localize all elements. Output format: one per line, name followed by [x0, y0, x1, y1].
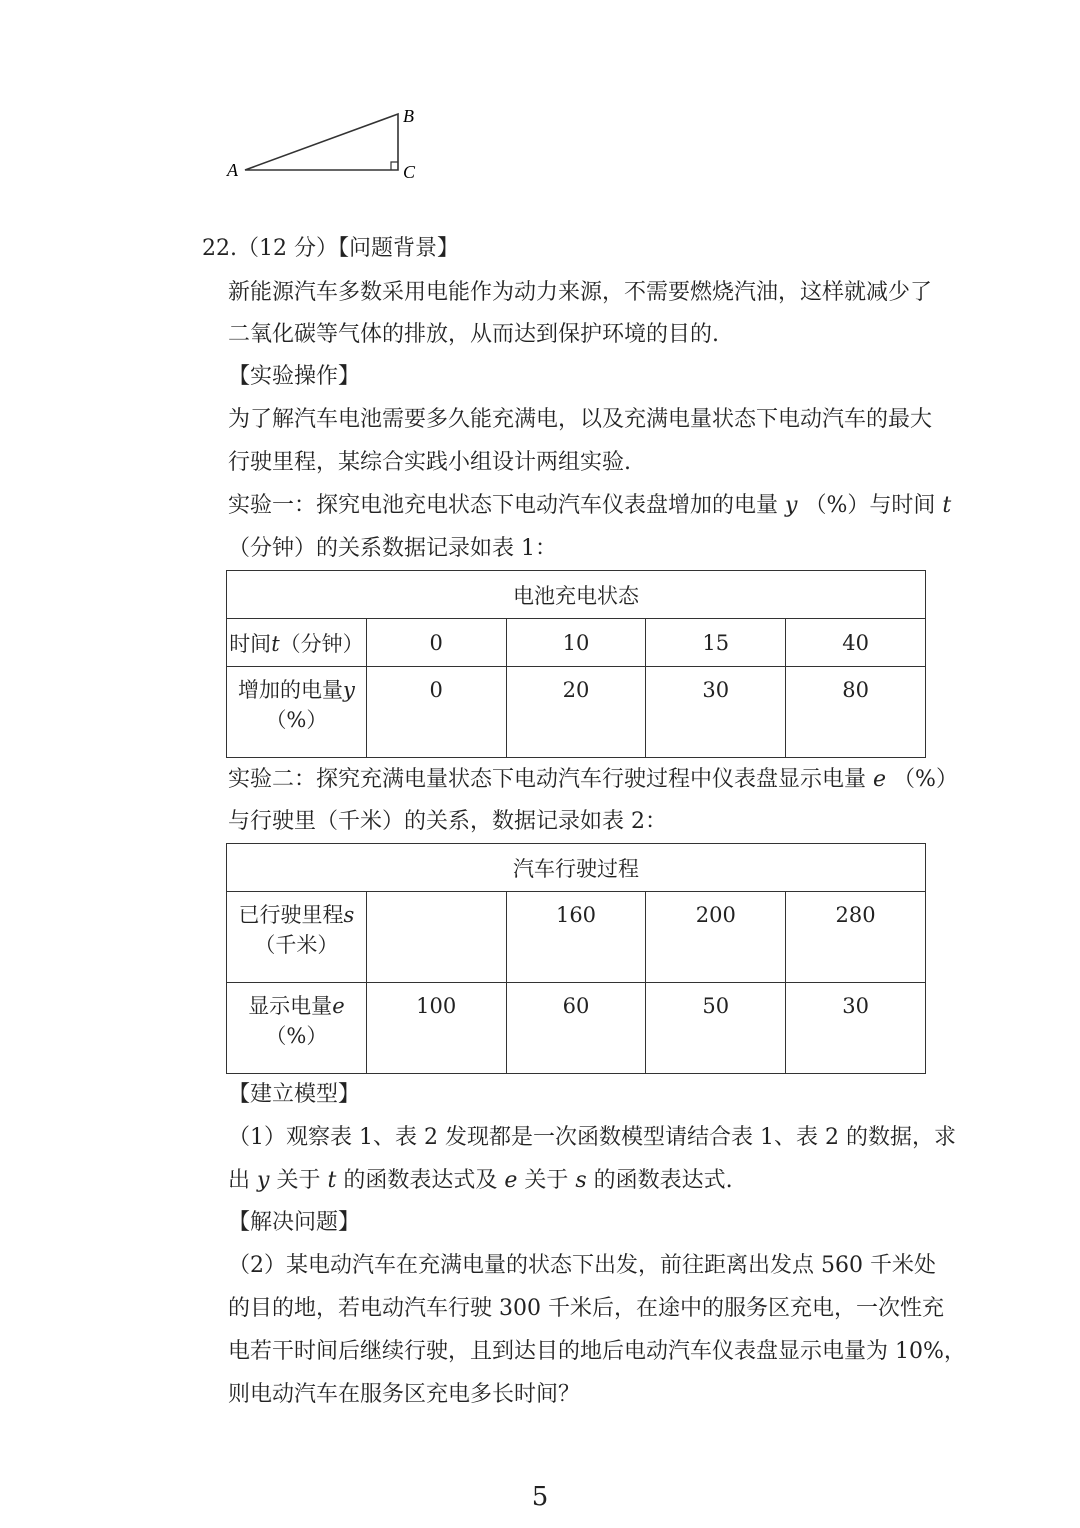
- table1-cell: 0: [366, 667, 506, 758]
- right-angle-mark: [391, 162, 398, 170]
- table1-cell: 20: [506, 667, 646, 758]
- solve-heading: 【解决问题】: [228, 1210, 361, 1235]
- q2-line-1: （2）某电动汽车在充满电量的状态下出发，前往距离出发点 560 千米处: [228, 1253, 936, 1278]
- table1-cell: 30: [646, 667, 786, 758]
- table1-title: 电池充电状态: [227, 571, 926, 619]
- table1-row2-label: 增加的电量y （%）: [227, 667, 367, 758]
- right-triangle-figure: [215, 100, 435, 190]
- exp2-text-b: （%）: [893, 767, 958, 792]
- experiment2-line-2: 与行驶里（千米）的关系，数据记录如表 2：: [228, 809, 667, 834]
- table2-cell: 200: [646, 892, 786, 983]
- table2-cell: 100: [366, 983, 506, 1074]
- table2-cell: 160: [506, 892, 646, 983]
- operation-heading: 【实验操作】: [228, 364, 361, 389]
- table2-row1-label: 已行驶里程s （千米）: [227, 892, 367, 983]
- table1-cell: 80: [786, 667, 926, 758]
- model-heading: 【建立模型】: [228, 1082, 361, 1107]
- triangle-abc: [245, 114, 398, 170]
- table1-cell: 40: [786, 619, 926, 667]
- background-line-1: 新能源汽车多数采用电能作为动力来源，不需要燃烧汽油，这样就减少了: [228, 280, 933, 305]
- table2-cell: 50: [646, 983, 786, 1074]
- q2-line-2: 的目的地，若电动汽车行驶 300 千米后，在途中的服务区充电，一次性充: [228, 1296, 944, 1321]
- exp2-text-a: 实验二：探究充满电量状态下电动汽车行驶过程中仪表盘显示电量: [228, 767, 867, 792]
- q2-line-4: 则电动汽车在服务区充电多长时间？: [228, 1382, 581, 1407]
- operation-line-2: 行驶里程，某综合实践小组设计两组实验.: [228, 450, 631, 475]
- q1-line-2: 出 y 关于 t 的函数表达式及 e 关于 s 的函数表达式.: [228, 1168, 733, 1193]
- question-number-line: 22.（12 分）【问题背景】: [202, 236, 459, 261]
- vertex-label-b: B: [403, 106, 414, 126]
- table1-cell: 15: [646, 619, 786, 667]
- q1-line-1: （1）观察表 1、表 2 发现都是一次函数模型请结合表 1、表 2 的数据，求: [228, 1125, 956, 1150]
- table2-cell: 280: [786, 892, 926, 983]
- table2-cell: [366, 892, 506, 983]
- table2-cell: 60: [506, 983, 646, 1074]
- vertex-label-c: C: [403, 162, 416, 182]
- table2-cell: 30: [786, 983, 926, 1074]
- q2-line-3: 电若干时间后继续行驶，且到达目的地后电动汽车仪表盘显示电量为 10%，: [228, 1339, 966, 1364]
- table-2: [226, 843, 926, 1074]
- operation-line-1: 为了解汽车电池需要多久能充满电，以及充满电量状态下电动汽车的最大: [228, 407, 933, 432]
- experiment1-line-2: （分钟）的关系数据记录如表 1：: [228, 536, 557, 561]
- experiment1-line-1: [228, 491, 951, 521]
- table1-cell: 0: [366, 619, 506, 667]
- page-number: 5: [531, 1482, 549, 1512]
- exp2-var-e: e: [873, 767, 887, 792]
- vertex-label-a: A: [227, 160, 238, 180]
- table2-row2-label: 显示电量e （%）: [227, 983, 367, 1074]
- table-1: [226, 570, 926, 758]
- exp1-var-y: y: [785, 493, 798, 518]
- background-line-2: 二氧化碳等气体的排放，从而达到保护环境的目的.: [228, 322, 719, 347]
- table2-title: 汽车行驶过程: [227, 844, 926, 892]
- table1-row1-label: 时间t（分钟）: [227, 619, 367, 667]
- exp1-text-b: （%）与时间: [804, 493, 936, 518]
- table1-cell: 10: [506, 619, 646, 667]
- exp1-var-t: t: [942, 493, 952, 518]
- exp1-text-a: 实验一：探究电池充电状态下电动汽车仪表盘增加的电量: [228, 493, 779, 518]
- experiment2-line-1: [228, 765, 958, 795]
